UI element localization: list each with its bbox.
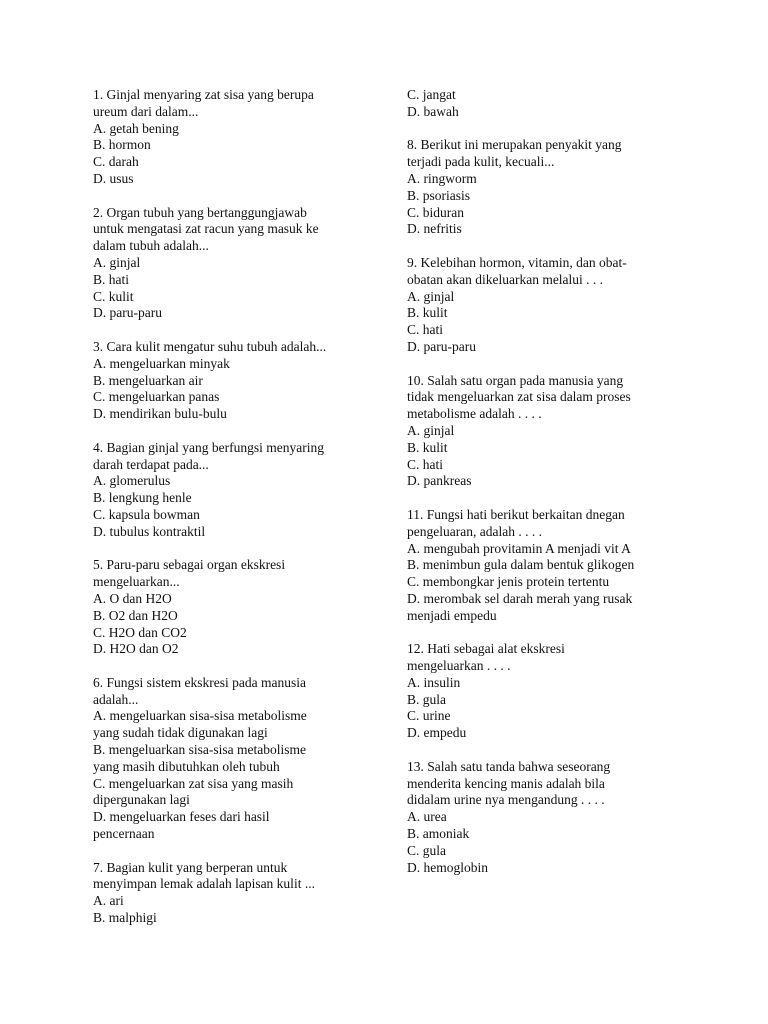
text-line: A. O dan H2O (93, 590, 172, 606)
question-block (93, 339, 383, 423)
text-line: mengeluarkan . . . . (407, 658, 511, 674)
text-line: B. kulit (407, 305, 448, 321)
text-line: C. mengeluarkan zat sisa yang masih (93, 775, 294, 791)
text-line: terjadi pada kulit, kecuali... (407, 154, 555, 170)
text-line: dalam tubuh adalah... (93, 238, 209, 254)
question-block (93, 675, 383, 843)
text-line: D. mengeluarkan feses dari hasil (93, 809, 270, 825)
text-line: D. H2O dan O2 (93, 641, 179, 657)
question-block (407, 137, 707, 238)
text-line: B. malphigi (93, 910, 157, 926)
text-line: D. tubulus kontraktil (93, 523, 206, 539)
question-block (407, 255, 707, 356)
text-line: dipergunakan lagi (93, 792, 190, 808)
text-line: B. O2 dan H2O (93, 607, 178, 623)
text-line: C. H2O dan CO2 (93, 624, 187, 640)
text-line: C. kulit (93, 288, 134, 304)
text-line: C. kapsula bowman (93, 506, 200, 522)
text-line: A. glomerulus (93, 473, 171, 489)
text-line: B. gula (407, 691, 446, 707)
text-line: pencernaan (93, 826, 155, 842)
text-line: B. lengkung henle (93, 490, 192, 506)
text-line: ureum dari dalam... (93, 103, 199, 119)
text-line: C. jangat (407, 87, 456, 102)
text-line: 10. Salah satu organ pada manusia yang (407, 372, 624, 388)
text-line: 6. Fungsi sistem ekskresi pada manusia (93, 674, 306, 690)
text-line: C. darah (93, 154, 139, 170)
text-line: didalam urine nya mengandung . . . . (407, 792, 605, 808)
text-line: B. mengeluarkan sisa-sisa metabolisme (93, 742, 306, 758)
text-line: darah terdapat pada... (93, 456, 209, 472)
text-line: A. mengeluarkan minyak (93, 355, 230, 371)
text-line: B. mengeluarkan air (93, 372, 203, 388)
text-line: C. membongkar jenis protein tertentu (407, 574, 610, 590)
text-line: C. hati (407, 322, 443, 338)
text-line: A. mengeluarkan sisa-sisa metabolisme (93, 708, 307, 724)
text-line: 12. Hati sebagai alat ekskresi (407, 641, 565, 657)
text-line: A. ginjal (93, 254, 141, 270)
text-line: C. biduran (407, 204, 464, 220)
text-line: D. hemoglobin (407, 859, 488, 875)
text-line: C. hati (407, 456, 443, 472)
text-line: C. mengeluarkan panas (93, 389, 220, 405)
text-line: yang masih dibutuhkan oleh tubuh (93, 758, 280, 774)
text-line: B. menimbun gula dalam bentuk glikogen (407, 557, 635, 573)
text-line: metabolisme adalah . . . . (407, 406, 542, 422)
text-line: 1. Ginjal menyaring zat sisa yang berupa (93, 87, 314, 102)
text-line: A. ringworm (407, 170, 477, 186)
text-line: A. ari (93, 893, 124, 909)
question-block (93, 205, 383, 323)
text-line: D. usus (93, 170, 134, 186)
text-line: 9. Kelebihan hormon, vitamin, dan obat- (407, 254, 627, 270)
text-line: B. hati (93, 271, 129, 287)
text-line: 13. Salah satu tanda bahwa seseorang (407, 758, 611, 774)
text-line: B. amoniak (407, 826, 470, 842)
question-block (93, 557, 383, 658)
question-block (407, 87, 707, 121)
question-block (407, 641, 707, 742)
text-line: menjadi empedu (407, 607, 497, 623)
text-line: A. insulin (407, 674, 461, 690)
text-line: menderita kencing manis adalah bila (407, 775, 605, 791)
text-line: A. urea (407, 809, 447, 825)
text-line: yang sudah tidak digunakan lagi (93, 725, 268, 741)
text-line: untuk mengatasi zat racun yang masuk ke (93, 221, 319, 237)
text-line: 5. Paru-paru sebagai organ ekskresi (93, 557, 286, 573)
text-line: D. paru-paru (407, 338, 476, 354)
text-line: B. psoriasis (407, 187, 471, 203)
text-line: B. kulit (407, 439, 448, 455)
text-line: C. urine (407, 708, 451, 724)
text-line: 2. Organ tubuh yang bertanggungjawab (93, 204, 307, 220)
right-column (407, 87, 707, 893)
text-line: pengeluaran, adalah . . . . (407, 523, 542, 539)
left-column (93, 87, 383, 944)
text-line: D. empedu (407, 725, 467, 741)
text-line: D. merombak sel darah merah yang rusak (407, 590, 633, 606)
question-block (93, 87, 383, 188)
text-line: tidak mengeluarkan zat sisa dalam proses (407, 389, 631, 405)
text-line: menyimpan lemak adalah lapisan kulit ... (93, 876, 315, 892)
text-line: 7. Bagian kulit yang berperan untuk (93, 859, 288, 875)
text-line: A. mengubah provitamin A menjadi vit A (407, 540, 631, 556)
question-block (407, 373, 707, 491)
question-block (93, 440, 383, 541)
text-line: D. mendirikan bulu-bulu (93, 406, 227, 422)
text-line: A. ginjal (407, 288, 455, 304)
text-line: 8. Berikut ini merupakan penyakit yang (407, 137, 622, 153)
text-line: 11. Fungsi hati berikut berkaitan dnegan (407, 506, 625, 522)
text-line: obatan akan dikeluarkan melalui . . . (407, 271, 604, 287)
text-line: D. bawah (407, 103, 459, 119)
question-block (407, 759, 707, 877)
text-line: 3. Cara kulit mengatur suhu tubuh adalah... (93, 338, 327, 354)
question-block (407, 507, 707, 625)
text-line: mengeluarkan... (93, 574, 180, 590)
text-line: B. hormon (93, 137, 151, 153)
text-line: 4. Bagian ginjal yang berfungsi menyaring (93, 439, 324, 455)
text-line: D. paru-paru (93, 305, 162, 321)
text-line: D. pankreas (407, 473, 472, 489)
text-line: C. gula (407, 842, 446, 858)
text-line: adalah... (93, 691, 139, 707)
text-line: A. ginjal (407, 422, 455, 438)
text-line: D. nefritis (407, 221, 462, 237)
question-block (93, 860, 383, 927)
text-line: A. getah bening (93, 120, 179, 136)
